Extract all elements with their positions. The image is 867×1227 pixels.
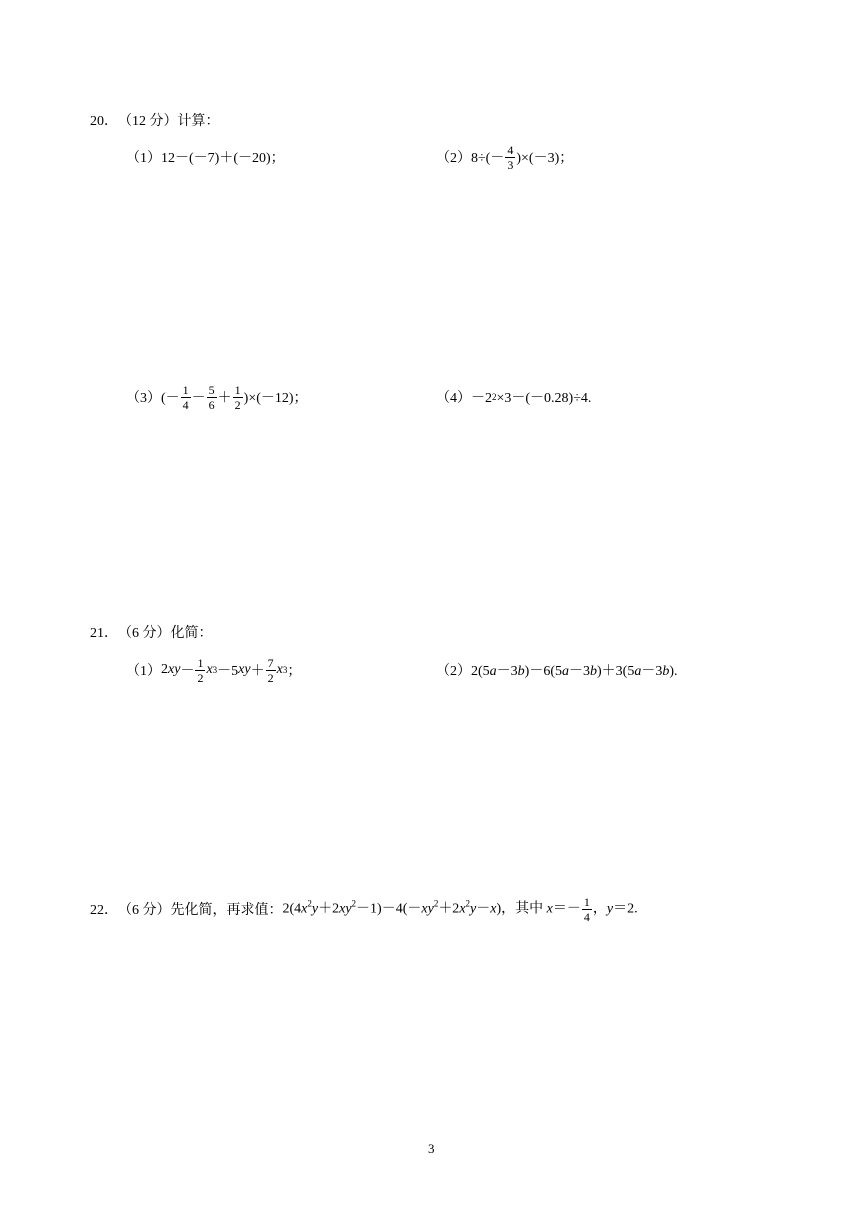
expr-var: b — [662, 664, 670, 679]
q20-part3 — [126, 382, 308, 412]
q21-part1-op1: － — [180, 664, 195, 679]
q20-part2 — [436, 142, 573, 172]
q21-part1-fraction2 — [266, 657, 276, 684]
expr-var: x — [459, 901, 466, 917]
expr-exp: 2 — [465, 898, 471, 909]
fraction-numerator: 5 — [208, 382, 215, 397]
q20-part2-post: )×(－3)； — [516, 151, 574, 166]
fraction-numerator: 1 — [197, 655, 204, 670]
expr-var: y — [606, 901, 614, 917]
fraction-denominator: 2 — [234, 397, 241, 412]
expr-exp: 2 — [351, 898, 357, 909]
q20-header: （12 分）计算： — [118, 114, 220, 129]
q20-part3-op1: － — [191, 391, 206, 406]
q20-part3-fraction1 — [181, 384, 191, 411]
expr-var: x — [490, 901, 497, 917]
q20-part3-post: )×(－12)； — [243, 391, 308, 406]
q20-number: 20． — [90, 114, 118, 129]
expr-var: xy — [339, 901, 352, 917]
q21-part1-label: （1） — [126, 664, 161, 679]
expr-text: ＝2. — [613, 901, 638, 917]
expr-text: － — [476, 901, 491, 917]
fraction-numerator: 4 — [507, 142, 514, 157]
q22-number: 22． — [90, 903, 118, 918]
fraction-denominator: 4 — [583, 909, 590, 924]
q21-part1-op2: －5 — [217, 664, 239, 679]
expr-var: y — [470, 901, 477, 917]
expr-text: )，其中 — [496, 901, 547, 917]
q22-fraction — [582, 896, 592, 923]
fraction-denominator: 4 — [182, 397, 189, 412]
expr-var: b — [517, 664, 525, 679]
fraction-numerator: 1 — [234, 382, 241, 397]
expr-text: )－6(5 — [524, 664, 562, 679]
q21-part1-op3: ＋ — [250, 664, 265, 679]
expr-text: ＝－ — [552, 901, 581, 917]
q21-part1-var-x: x — [206, 662, 213, 677]
fraction-denominator: 2 — [197, 670, 204, 685]
q20-part2-fraction — [505, 144, 515, 171]
q21-part1: （1） 2 xy － $\frac{1}{2}$ x 3 －5 xy ＋ $\frac{7}{2}$ x 3 ； — [126, 655, 302, 685]
expr-text: ， — [592, 901, 607, 917]
q21-part1-var-xy2: xy — [238, 662, 251, 677]
q21-number: 21． — [90, 626, 118, 641]
fraction-denominator: 6 — [208, 397, 215, 412]
expr-text: )＋3(5 — [597, 664, 635, 679]
q21-part1-t1: 2 — [161, 662, 168, 677]
expr-text: 2(4 — [282, 901, 302, 917]
q21-part2 — [436, 655, 678, 685]
expr-text: 2(5 — [471, 664, 490, 679]
q20-part3-op2: ＋ — [217, 391, 232, 406]
q20-part3-fraction3 — [233, 384, 243, 411]
fraction-denominator: 3 — [507, 157, 514, 172]
expr-text: －1)－4(－ — [356, 901, 422, 917]
expr-var: b — [590, 664, 597, 679]
q21-part1-var-x2: x — [276, 662, 283, 677]
page-number: 3 — [428, 1141, 435, 1156]
expr-var: x — [546, 901, 553, 917]
fraction-numerator: 7 — [267, 655, 274, 670]
expr-text: ＋2 — [438, 901, 460, 917]
q20-part2-pre: 8÷(－ — [471, 151, 505, 166]
q21-part2-label: （2） — [436, 664, 471, 679]
q21-part1-var-xy: xy — [168, 662, 181, 677]
q22-header: （6 分）先化简，再求值： — [118, 903, 283, 918]
q20-part3-label: （3） — [126, 391, 161, 406]
q20-part4-pre: －2 — [471, 391, 492, 406]
q20-title — [90, 105, 220, 135]
fraction-numerator: 1 — [583, 894, 590, 909]
expr-var: x — [301, 901, 308, 917]
q21-part1-end: ； — [287, 664, 302, 679]
fraction-denominator: 2 — [267, 670, 274, 685]
q20-part3-fraction2 — [207, 384, 217, 411]
fraction-numerator: 1 — [182, 382, 189, 397]
expr-var: y — [311, 901, 319, 917]
expr-var: xy — [421, 901, 434, 917]
q20-part2-label: （2） — [436, 151, 471, 166]
q21-header: （6 分）化简： — [118, 626, 213, 641]
expr-var: a — [489, 664, 497, 679]
expr-var: a — [562, 664, 569, 679]
expr-text: ). — [669, 664, 678, 679]
q21-part1-fraction1 — [195, 657, 205, 684]
expr-text: ＋2 — [318, 901, 340, 917]
expr-text: －3 — [569, 664, 590, 679]
q20-part4-label: （4） — [436, 391, 471, 406]
expr-text: －3 — [496, 664, 518, 679]
q20-part1-expr: 12－(－7)＋(－20)； — [161, 151, 285, 166]
q20-part4-post: ×3－(－0.28)÷4. — [496, 391, 592, 406]
q22-expr — [283, 896, 638, 923]
expr-exp: 2 — [433, 898, 439, 909]
q20-part3-open: (－ — [161, 391, 180, 406]
expr-var: a — [634, 664, 642, 679]
q20-part4: （4） －2 2 ×3－(－0.28)÷4. — [436, 382, 591, 412]
q21-title — [90, 617, 213, 647]
q22 — [90, 894, 638, 924]
expr-text: －3 — [641, 664, 663, 679]
expr-exp: 2 — [307, 898, 312, 909]
q21-part2-expr — [471, 660, 678, 680]
q20-part1-label: （1） — [126, 151, 161, 166]
q20-part1 — [126, 142, 285, 172]
